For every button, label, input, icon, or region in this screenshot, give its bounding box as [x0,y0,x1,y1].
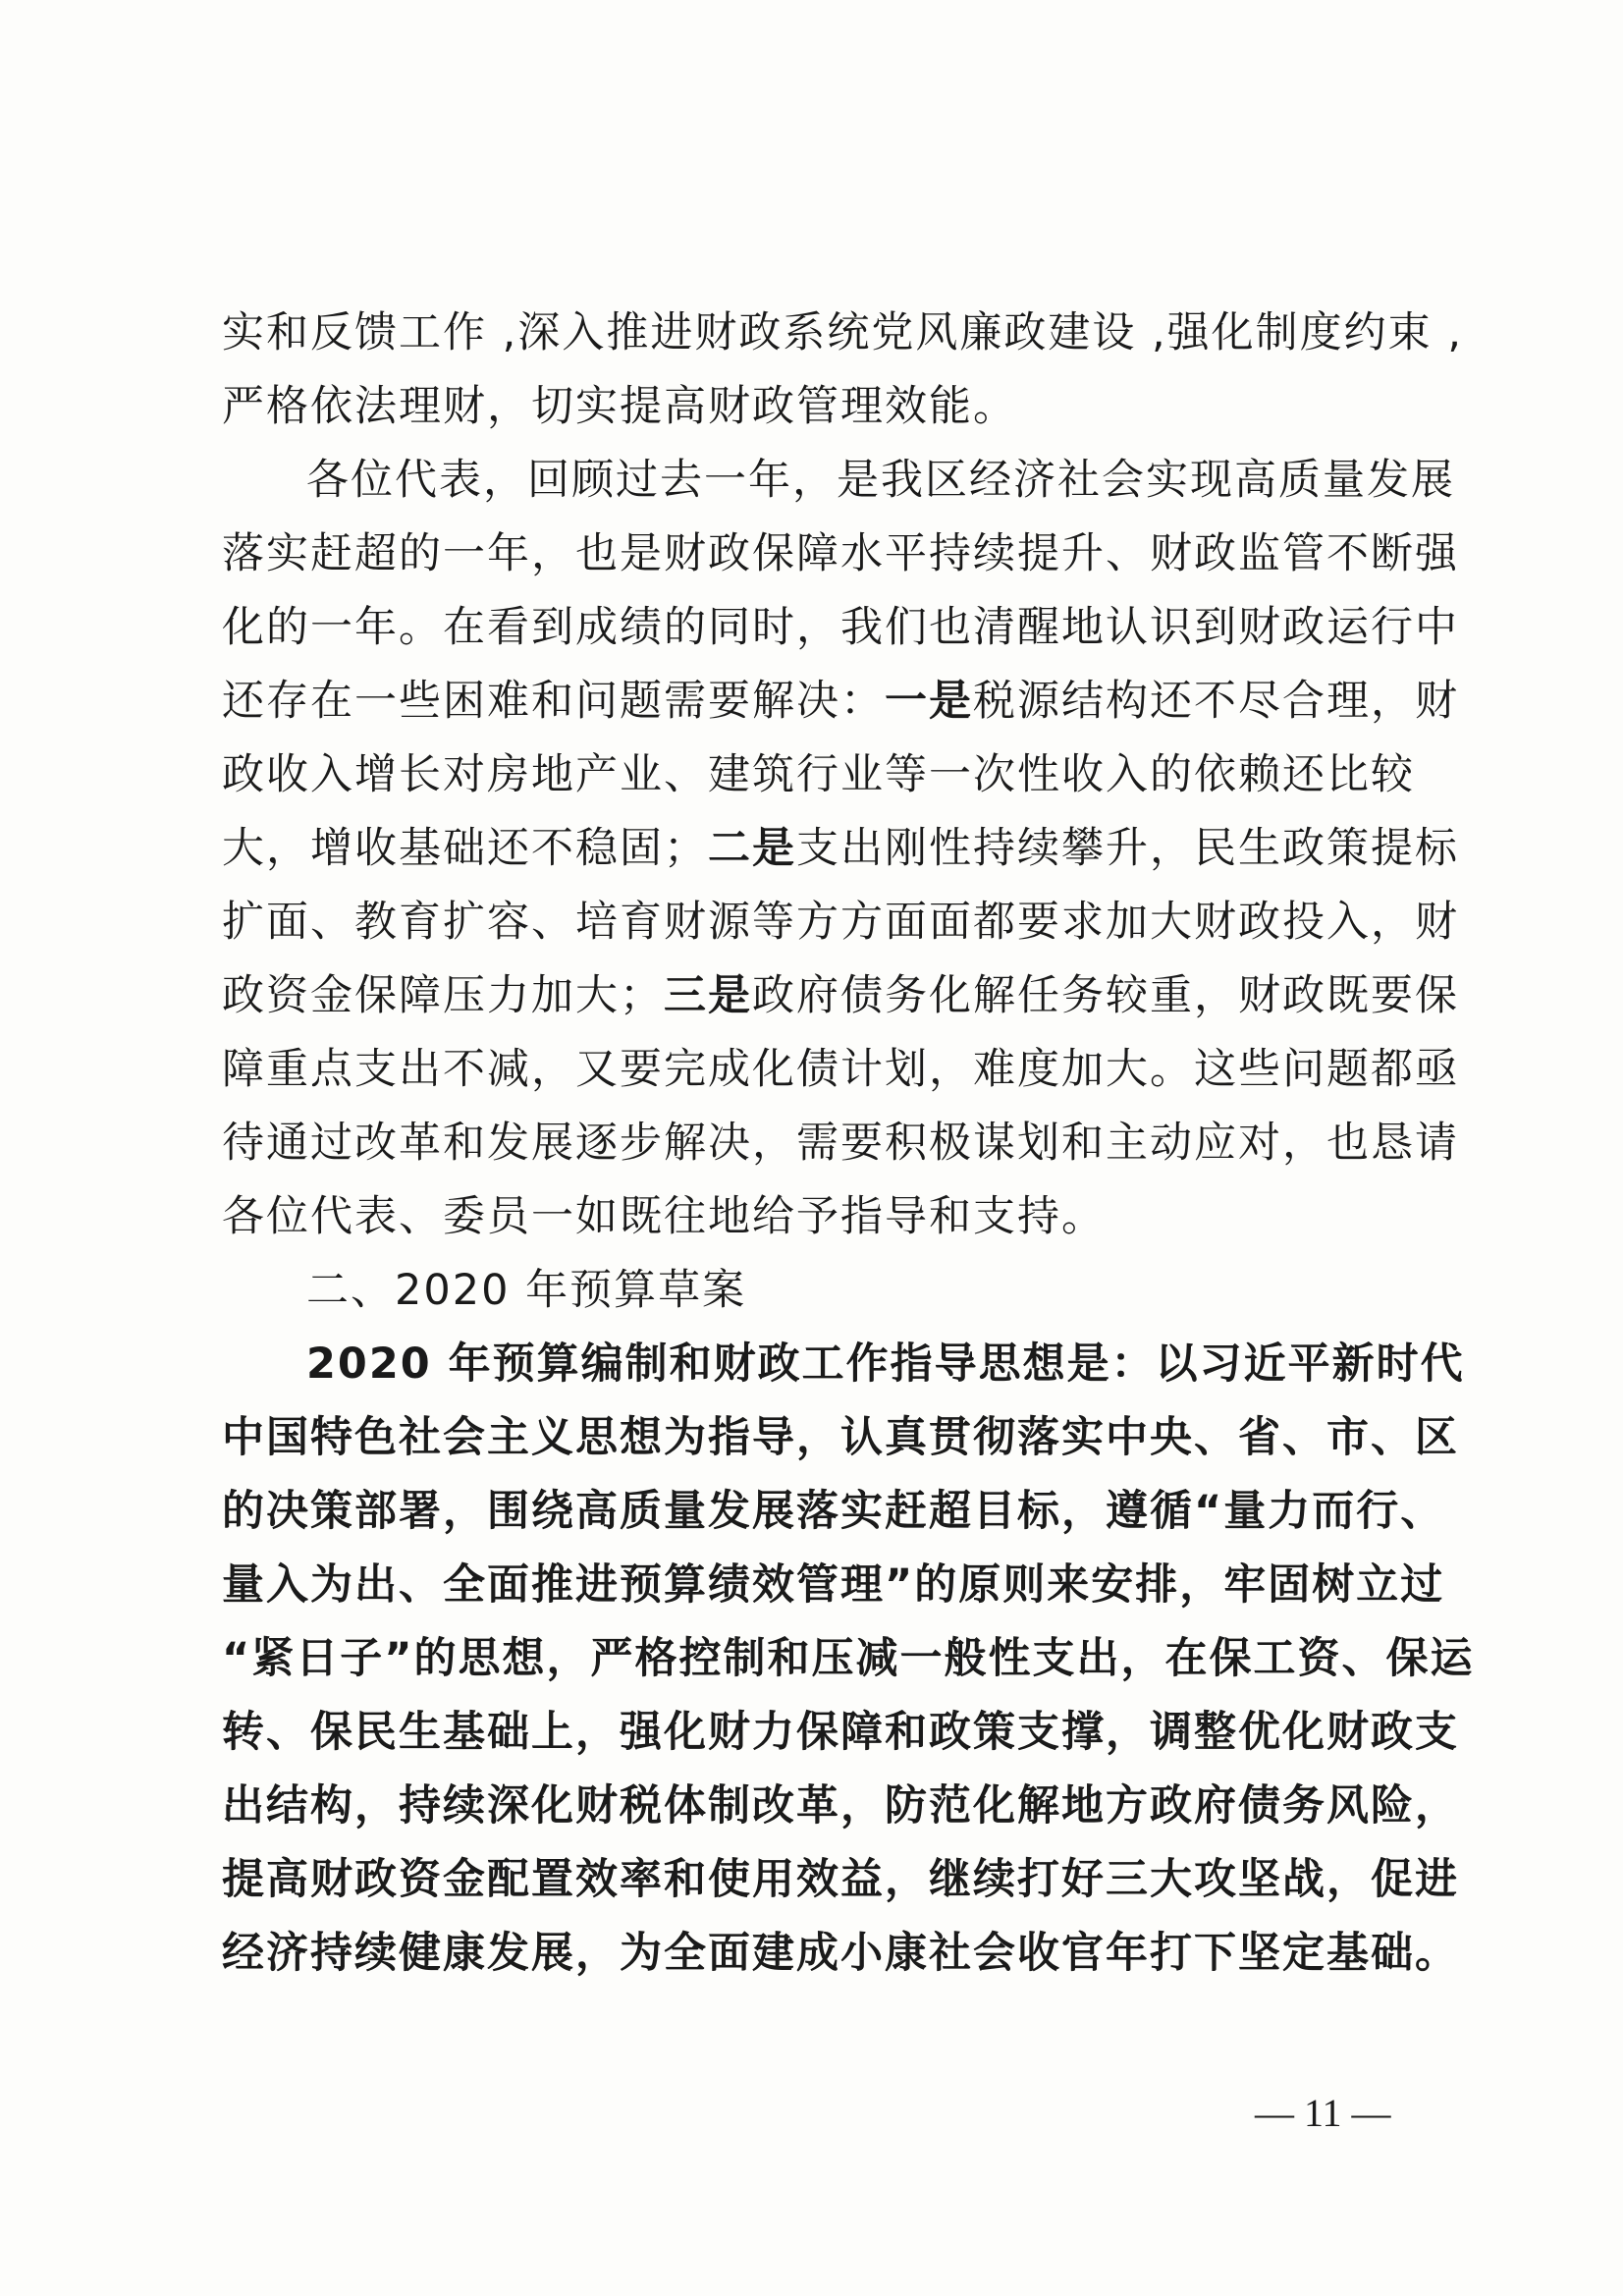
text-segment: 落实赶超的一年，也是财政保障水平持续提升、财政监管不断强 [222,529,1459,578]
text-line [222,297,1464,370]
text-line [222,886,1459,959]
text-line [222,1917,1459,1991]
text-line [222,1770,1459,1843]
text-line [222,1549,1445,1622]
text-segment: 各位代表，回顾过去一年，是我区经济社会实现高质量发展 [306,456,1455,505]
text-line [222,1401,1459,1475]
text-segment: 二是 [708,824,796,873]
text-segment: 严格依法理财，切实提高财政管理效能。 [222,382,1017,431]
text-segment: 实和反馈工作 ,深入推进财政系统党风廉政建设 ,强化制度约束 , [222,308,1464,357]
text-segment: 出结构，持续深化财税体制改革，防范化解地方政府债务风险， [222,1781,1459,1831]
text-segment: 提高财政资金配置效率和使用效益，继续打好三大攻坚战，促进 [222,1855,1459,1904]
text-segment: 还存在一些困难和问题需要解决： [222,677,885,726]
text-segment: 经济持续健康发展，为全面建成小康社会收官年打下坚定基础。 [222,1929,1459,1978]
text-line [222,1107,1459,1180]
text-line [222,738,1439,812]
text-segment: 一是 [885,677,973,726]
text-segment: 中国特色社会主义思想为指导，认真贯彻落实中央、省、市、区 [222,1413,1459,1462]
text-segment: 二、2020 年预算草案 [306,1266,747,1315]
text-line [222,665,1459,738]
text-segment: 扩面、教育扩容、培育财源等方方面面都要求加大财政投入，财 [222,898,1459,947]
text-segment: 2020 年预算编制和财政工作指导思想是：以习近平新时代 [306,1339,1465,1389]
text-segment: 各位代表、委员一如既往地给予指导和支持。 [222,1192,1106,1241]
text-segment: 政资金保障压力加大； [222,971,664,1020]
text-segment: 的决策部署，围绕高质量发展落实赶超目标，遵循“量力而行、 [222,1487,1445,1536]
text-segment: 大，增收基础还不稳固； [222,824,708,873]
text-line [222,444,1455,518]
text-line [222,959,1459,1033]
text-segment: 待通过改革和发展逐步解决，需要积极谋划和主动应对，也恳请 [222,1119,1459,1168]
text-line [222,1622,1475,1696]
text-line [222,1843,1459,1917]
text-segment: 三是 [664,971,752,1020]
text-segment: 量入为出、全面推进预算绩效管理”的原则来安排，牢固树立过 [222,1560,1445,1610]
text-line [222,370,1439,444]
text-line [222,812,1459,886]
text-line [222,591,1459,665]
text-line [222,1180,1439,1254]
text-line [222,518,1459,591]
text-line [222,1475,1445,1549]
text-line [222,1254,1439,1328]
text-segment: 转、保民生基础上，强化财力保障和政策支撑，调整优化财政支 [222,1708,1459,1757]
text-segment: 障重点支出不减，又要完成化债计划，难度加大。这些问题都亟 [222,1045,1459,1094]
text-line [222,1696,1459,1770]
text-segment: 税源结构还不尽合理，财 [973,677,1459,726]
page-number: — 11 — [1255,2091,1391,2135]
text-segment: 化的一年。在看到成绩的同时，我们也清醒地认识到财政运行中 [222,603,1459,652]
text-segment: 支出刚性持续攀升，民生政策提标 [796,824,1459,873]
text-line [222,1328,1465,1401]
text-segment: 政收入增长对房地产业、建筑行业等一次性收入的依赖还比较 [222,750,1415,799]
text-line [222,1033,1459,1107]
text-segment: 政府债务化解任务较重，财政既要保 [752,971,1459,1020]
body-text [222,297,1475,1991]
text-segment: “紧日子”的思想，严格控制和压减一般性支出，在保工资、保运 [222,1634,1475,1683]
